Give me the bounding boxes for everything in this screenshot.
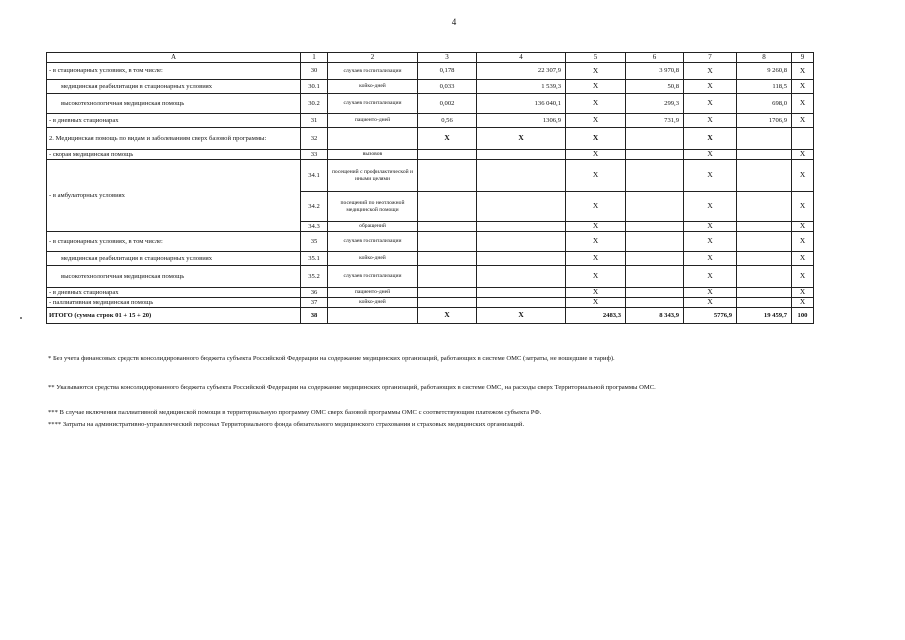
footnote-4: **** Затраты на административно-управленческий персонал Территориального фонда обязательного медицинского страхования и страховых медицинских организаций.	[48, 421, 525, 428]
value-cell-c9: Х	[792, 63, 814, 80]
value-cell-c5: Х	[566, 80, 626, 94]
row-label-cell: - в дневных стационарах	[47, 114, 301, 128]
value-cell-c4	[477, 266, 566, 288]
value-cell-c7: Х	[684, 114, 737, 128]
column-header: 9	[792, 53, 814, 63]
table-row	[47, 232, 814, 252]
value-cell-c8	[737, 298, 792, 308]
row-label-cell: 2. Медицинская помощь по видам и заболеваниям сверх базовой программы:	[47, 128, 301, 150]
value-cell-c3: 0,033	[418, 80, 477, 94]
value-cell-c3	[418, 266, 477, 288]
table-row	[47, 80, 814, 94]
value-cell-c8: 1706,9	[737, 114, 792, 128]
column-header: 2	[328, 53, 418, 63]
value-cell-c7: Х	[684, 63, 737, 80]
value-cell-c6	[626, 128, 684, 150]
unit-cell: пациенто-дней	[328, 114, 418, 128]
value-cell-c4: 136 040,1	[477, 94, 566, 114]
value-cell-c6	[626, 232, 684, 252]
value-cell-c8	[737, 128, 792, 150]
row-label-cell: медицинская реабилитация в стационарных условиях	[47, 252, 301, 266]
unit-cell: случаев госпитализации	[328, 266, 418, 288]
value-cell-c9: Х	[792, 298, 814, 308]
value-cell-c5: Х	[566, 252, 626, 266]
value-cell-c7: Х	[684, 150, 737, 160]
value-cell-c3	[418, 232, 477, 252]
column-number-row	[47, 53, 814, 63]
value-cell-c4: 22 307,9	[477, 63, 566, 80]
value-cell-c6	[626, 192, 684, 222]
value-cell-c6	[626, 266, 684, 288]
unit-cell: койко-дней	[328, 298, 418, 308]
row-label-cell: высокотехнологичная медицинская помощь	[47, 94, 301, 114]
value-cell-c7: Х	[684, 232, 737, 252]
value-cell-c7: 5776,9	[684, 308, 737, 324]
value-cell-c9: Х	[792, 80, 814, 94]
value-cell-c4	[477, 298, 566, 308]
row-number-cell: 32	[301, 128, 328, 150]
value-cell-c6: 8 343,9	[626, 308, 684, 324]
value-cell-c3	[418, 298, 477, 308]
value-cell-c6: 299,3	[626, 94, 684, 114]
row-label-cell: - в стационарных условиях, в том числе:	[47, 232, 301, 252]
row-number-cell: 35.2	[301, 266, 328, 288]
unit-cell: койко-дней	[328, 252, 418, 266]
value-cell-c3: 0,002	[418, 94, 477, 114]
unit-cell: случаев госпитализации	[328, 232, 418, 252]
value-cell-c8	[737, 252, 792, 266]
value-cell-c3: Х	[418, 308, 477, 324]
row-number-cell: 35	[301, 232, 328, 252]
row-label-cell: - скорая медицинская помощь	[47, 150, 301, 160]
unit-cell	[328, 308, 418, 324]
value-cell-c3	[418, 192, 477, 222]
footnote-1: * Без учета финансовых средств консолидированного бюджета субъекта Российской Федерации на содержание медицинских организаций, работающих в системе ОМС (затраты, не вошедшие в тариф).	[48, 355, 615, 362]
value-cell-c5: Х	[566, 222, 626, 232]
value-cell-c6: 50,8	[626, 80, 684, 94]
row-label-cell: - в дневных стационарах	[47, 288, 301, 298]
column-header: 8	[737, 53, 792, 63]
value-cell-c9: Х	[792, 266, 814, 288]
value-cell-c4	[477, 192, 566, 222]
value-cell-c9: Х	[792, 288, 814, 298]
value-cell-c3	[418, 150, 477, 160]
value-cell-c8	[737, 232, 792, 252]
row-number-cell: 34.1	[301, 160, 328, 192]
column-header: 1	[301, 53, 328, 63]
page-number: 4	[451, 17, 457, 27]
value-cell-c7: Х	[684, 266, 737, 288]
value-cell-c4: Х	[477, 308, 566, 324]
financing-table	[46, 52, 814, 324]
footnote-2: ** Указываются средства консолидированного бюджета субъекта Российской Федерации на содержание медицинских организаций, работающих в системе ОМС, на расходы сверх Территориальной программы ОМС.	[48, 384, 656, 391]
value-cell-c9: Х	[792, 150, 814, 160]
table-row	[47, 128, 814, 150]
row-number-cell: 34.3	[301, 222, 328, 232]
value-cell-c3	[418, 222, 477, 232]
table-row	[47, 308, 814, 324]
value-cell-c7: Х	[684, 252, 737, 266]
value-cell-c6	[626, 298, 684, 308]
scan-speck	[20, 317, 22, 319]
value-cell-c6: 3 970,8	[626, 63, 684, 80]
row-number-cell: 31	[301, 114, 328, 128]
value-cell-c3	[418, 288, 477, 298]
row-label-cell: ИТОГО (сумма строк 01 + 15 + 20)	[47, 308, 301, 324]
value-cell-c8: 118,5	[737, 80, 792, 94]
table-row	[47, 150, 814, 160]
table-row	[47, 63, 814, 80]
row-number-cell: 35.1	[301, 252, 328, 266]
value-cell-c4	[477, 288, 566, 298]
row-number-cell: 33	[301, 150, 328, 160]
column-header: 3	[418, 53, 477, 63]
footnote-3: *** В случае включения паллиативной медицинской помощи в территориальную программу ОМС сверх базовой программы ОМС с соответствующим платежом субъекта РФ.	[48, 409, 542, 416]
value-cell-c7: Х	[684, 298, 737, 308]
row-label-cell: - в стационарных условиях, в том числе:	[47, 63, 301, 80]
value-cell-c5: Х	[566, 232, 626, 252]
value-cell-c5: Х	[566, 266, 626, 288]
value-cell-c3: 0,178	[418, 63, 477, 80]
row-label-cell: - паллиативная медицинская помощь	[47, 298, 301, 308]
column-header: 7	[684, 53, 737, 63]
value-cell-c9: Х	[792, 160, 814, 192]
table-row	[47, 298, 814, 308]
column-header: 6	[626, 53, 684, 63]
value-cell-c9: 100	[792, 308, 814, 324]
value-cell-c5: Х	[566, 114, 626, 128]
value-cell-c7: Х	[684, 80, 737, 94]
table-row	[47, 160, 814, 192]
unit-cell: посещений с профилактической и иными целями	[328, 160, 418, 192]
value-cell-c5: Х	[566, 128, 626, 150]
value-cell-c5: Х	[566, 192, 626, 222]
unit-cell: случаев госпитализации	[328, 94, 418, 114]
value-cell-c7: Х	[684, 128, 737, 150]
value-cell-c4: 1306,9	[477, 114, 566, 128]
value-cell-c6	[626, 150, 684, 160]
row-number-cell: 30.2	[301, 94, 328, 114]
value-cell-c6	[626, 288, 684, 298]
column-header: 4	[477, 53, 566, 63]
table-row	[47, 114, 814, 128]
value-cell-c8	[737, 150, 792, 160]
value-cell-c8	[737, 288, 792, 298]
value-cell-c7: Х	[684, 94, 737, 114]
table-row	[47, 266, 814, 288]
row-number-cell: 30.1	[301, 80, 328, 94]
value-cell-c7: Х	[684, 160, 737, 192]
unit-cell	[328, 128, 418, 150]
value-cell-c3: Х	[418, 128, 477, 150]
value-cell-c4: 1 539,3	[477, 80, 566, 94]
row-number-cell: 34.2	[301, 192, 328, 222]
value-cell-c4	[477, 252, 566, 266]
value-cell-c4	[477, 150, 566, 160]
value-cell-c9: Х	[792, 94, 814, 114]
value-cell-c6	[626, 252, 684, 266]
value-cell-c8	[737, 192, 792, 222]
value-cell-c9: Х	[792, 222, 814, 232]
value-cell-c7: Х	[684, 222, 737, 232]
value-cell-c8	[737, 266, 792, 288]
value-cell-c3	[418, 252, 477, 266]
row-label-cell: - в амбулаторных условиях	[47, 160, 301, 232]
value-cell-c5: Х	[566, 94, 626, 114]
value-cell-c3: 0,56	[418, 114, 477, 128]
value-cell-c5: Х	[566, 298, 626, 308]
value-cell-c9	[792, 128, 814, 150]
value-cell-c5: Х	[566, 160, 626, 192]
value-cell-c7: Х	[684, 288, 737, 298]
row-number-cell: 38	[301, 308, 328, 324]
value-cell-c9: Х	[792, 232, 814, 252]
value-cell-c9: Х	[792, 114, 814, 128]
value-cell-c5: Х	[566, 63, 626, 80]
value-cell-c4	[477, 222, 566, 232]
table-row	[47, 288, 814, 298]
value-cell-c5: Х	[566, 288, 626, 298]
value-cell-c6	[626, 160, 684, 192]
unit-cell: посещений по неотложной медицинской помощи	[328, 192, 418, 222]
value-cell-c3	[418, 160, 477, 192]
column-header: 5	[566, 53, 626, 63]
table-row	[47, 252, 814, 266]
value-cell-c5: 2483,3	[566, 308, 626, 324]
value-cell-c8	[737, 160, 792, 192]
row-number-cell: 30	[301, 63, 328, 80]
unit-cell: койко-дней	[328, 80, 418, 94]
column-header: А	[47, 53, 301, 63]
value-cell-c7: Х	[684, 192, 737, 222]
row-number-cell: 36	[301, 288, 328, 298]
unit-cell: обращений	[328, 222, 418, 232]
value-cell-c8: 19 459,7	[737, 308, 792, 324]
value-cell-c8: 698,0	[737, 94, 792, 114]
value-cell-c9: Х	[792, 192, 814, 222]
value-cell-c4	[477, 232, 566, 252]
value-cell-c8: 9 260,8	[737, 63, 792, 80]
value-cell-c5: Х	[566, 150, 626, 160]
unit-cell: вызовов	[328, 150, 418, 160]
value-cell-c4: Х	[477, 128, 566, 150]
row-label-cell: медицинская реабилитация в стационарных условиях	[47, 80, 301, 94]
value-cell-c8	[737, 222, 792, 232]
unit-cell: пациенто-дней	[328, 288, 418, 298]
value-cell-c9: Х	[792, 252, 814, 266]
row-label-cell: высокотехнологичная медицинская помощь	[47, 266, 301, 288]
row-number-cell: 37	[301, 298, 328, 308]
table-row	[47, 94, 814, 114]
unit-cell: случаев госпитализации	[328, 63, 418, 80]
value-cell-c4	[477, 160, 566, 192]
value-cell-c6: 731,9	[626, 114, 684, 128]
value-cell-c6	[626, 222, 684, 232]
